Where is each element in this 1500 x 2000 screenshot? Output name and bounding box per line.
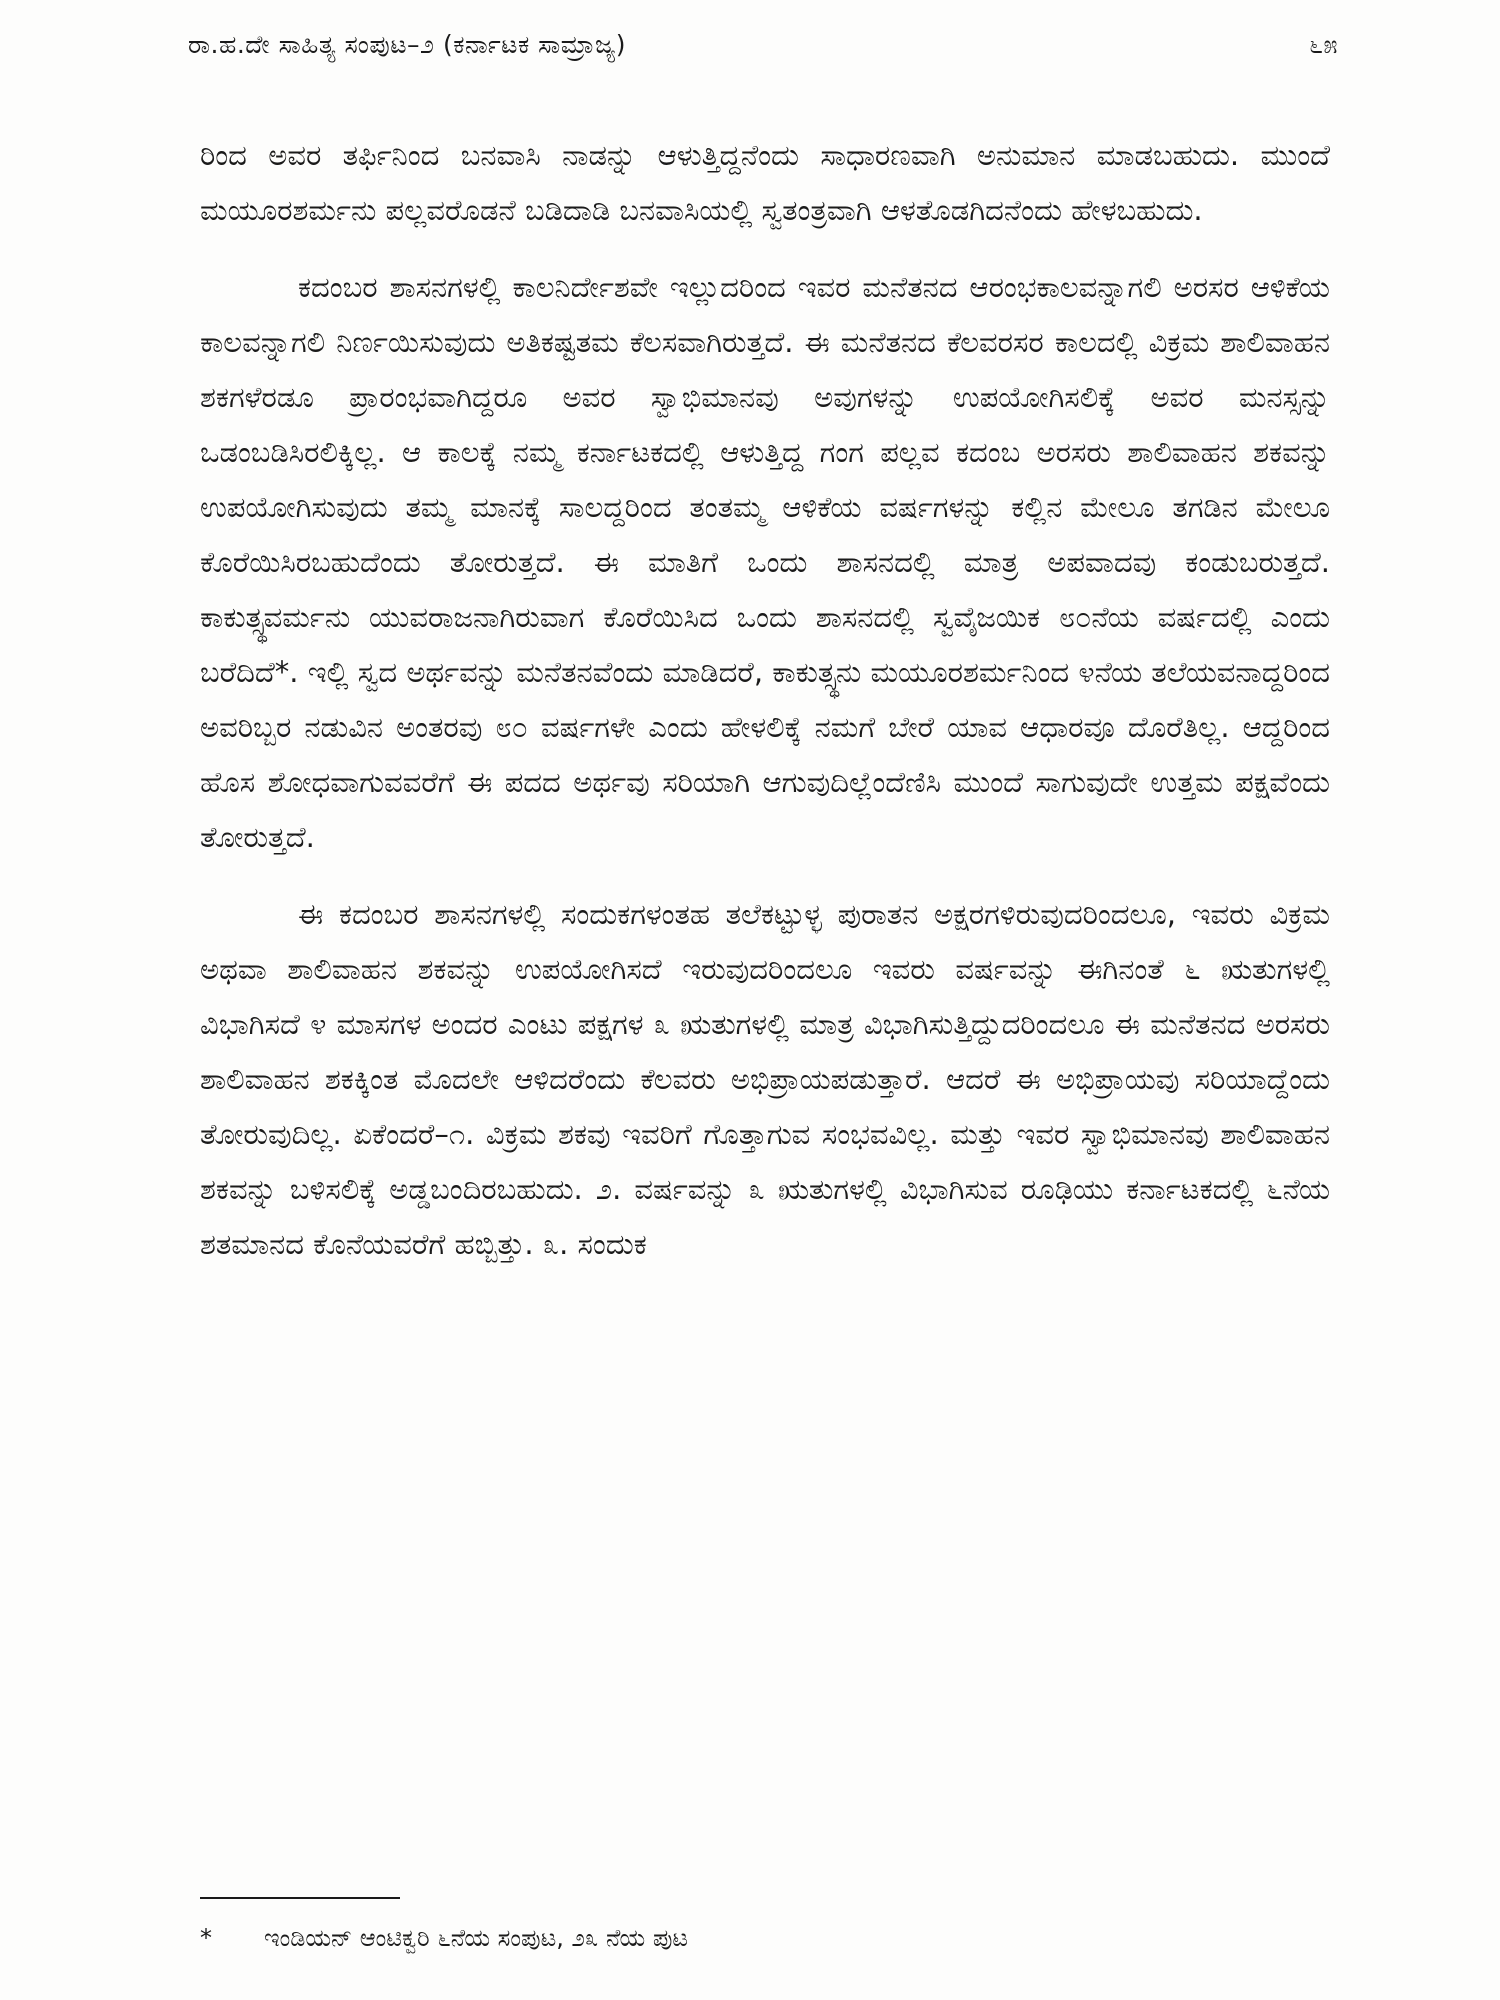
- paragraph-kadamba-script: ಈ ಕದಂಬರ ಶಾಸನಗಳಲ್ಲಿ ಸಂದುಕಗಳಂತಹ ತಲೆಕಟ್ಟುಳ್ಳ ಪುರಾತನ ಅಕ್ಷರಗಳಿರುವುದರಿಂದಲೂ, ಇವರು ವಿಕ್ರಮ ಅಥವಾ ಶಾಲಿವಾಹನ ಶಕವನ್ನು ಉಪಯೋಗಿಸದೆ ಇರುವುದರಿಂದಲೂ ಇವರು ವರ್ಷವನ್ನು ಈಗಿನಂತೆ ೬ ಋತುಗಳಲ್ಲಿ ವಿಭಾಗಿಸದೆ ೪ ಮಾಸಗಳ ಅಂದರ ಎಂಟು ಪಕ್ಷಗಳ ೩ ಋತುಗಳಲ್ಲಿ ಮಾತ್ರ ವಿಭಾಗಿಸುತ್ತಿದ್ದುದರಿಂದಲೂ ಈ ಮನೆತನದ ಅರಸರು ಶಾಲಿವಾಹನ ಶಕಕ್ಕಿಂತ ಮೊದಲೇ ಆಳಿದರೆಂದು ಕೆಲವರು ಅಭಿಪ್ರಾಯಪಡುತ್ತಾರೆ. ಆದರೆ ಈ ಅಭಿಪ್ರಾಯವು ಸರಿಯಾದ್ದೆಂದು ತೋರುವುದಿಲ್ಲ. ಏಕೆಂದರೆ–೧. ವಿಕ್ರಮ ಶಕವು ಇವರಿಗೆ ಗೊತ್ತಾಗುವ ಸಂಭವವಿಲ್ಲ. ಮತ್ತು ಇವರ ಸ್ವಾಭಿಮಾನವು ಶಾಲಿವಾಹನ ಶಕವನ್ನು ಬಳಿಸಲಿಕ್ಕೆ ಅಡ್ಡಬಂದಿರಬಹುದು. ೨. ವರ್ಷವನ್ನು ೩ ಋತುಗಳಲ್ಲಿ ವಿಭಾಗಿಸುವ ರೂಢಿಯು ಕರ್ನಾಟಕದಲ್ಲಿ ೬ನೆಯ ಶತಮಾನದ ಕೊನೆಯವರೆಗೆ ಹಬ್ಬಿತ್ತು. ೩. ಸಂದುಕ: [200, 897, 1330, 1261]
- footnote: [200, 1918, 1330, 1958]
- paragraph-kadamba-dating: ಕದಂಬರ ಶಾಸನಗಳಲ್ಲಿ ಕಾಲನಿರ್ದೇಶವೇ ಇಲ್ಲುದರಿಂದ ಇವರ ಮನೆತನದ ಆರಂಭಕಾಲವನ್ನಾಗಲಿ ಅರಸರ ಆಳಿಕೆಯ ಕಾಲವನ್ನಾಗಲಿ ನಿರ್ಣಯಿಸುವುದು ಅತಿಕಷ್ಟತಮ ಕೆಲಸವಾಗಿರುತ್ತದೆ. ಈ ಮನೆತನದ ಕೆಲವರಸರ ಕಾಲದಲ್ಲಿ ವಿಕ್ರಮ ಶಾಲಿವಾಹನ ಶಕಗಳೆರಡೂ ಪ್ರಾರಂಭವಾಗಿದ್ದರೂ ಅವರ ಸ್ವಾಭಿಮಾನವು ಅವುಗಳನ್ನು ಉಪಯೋಗಿಸಲಿಕ್ಕೆ ಅವರ ಮನಸ್ಸನ್ನು ಒಡಂಬಡಿಸಿರಲಿಕ್ಕಿಲ್ಲ. ಆ ಕಾಲಕ್ಕೆ ನಮ್ಮ ಕರ್ನಾಟಕದಲ್ಲಿ ಆಳುತ್ತಿದ್ದ ಗಂಗ ಪಲ್ಲವ ಕದಂಬ ಅರಸರು ಶಾಲಿವಾಹನ ಶಕವನ್ನು ಉಪಯೋಗಿಸುವುದು ತಮ್ಮ ಮಾನಕ್ಕೆ ಸಾಲದ್ದರಿಂದ ತಂತಮ್ಮ ಆಳಿಕೆಯ ವರ್ಷಗಳನ್ನು ಕಲ್ಲಿನ ಮೇಲೂ ತಗಡಿನ ಮೇಲೂ ಕೊರೆಯಿಸಿರಬಹುದೆಂದು ತೋರುತ್ತದೆ. ಈ ಮಾತಿಗೆ ಒಂದು ಶಾಸನದಲ್ಲಿ ಮಾತ್ರ ಅಪವಾದವು ಕಂಡುಬರುತ್ತದೆ. ಕಾಕುತ್ಸ್ಥವರ್ಮನು ಯುವರಾಜನಾಗಿರುವಾಗ ಕೊರೆಯಿಸಿದ ಒಂದು ಶಾಸನದಲ್ಲಿ ಸ್ವವೈಜಯಿಕ ೮೦ನೆಯ ವರ್ಷದಲ್ಲಿ ಎಂದು ಬರೆದಿದೆ*. ಇಲ್ಲಿ ಸ್ವದ ಅರ್ಥವನ್ನು ಮನೆತನವೆಂದು ಮಾಡಿದರೆ, ಕಾಕುತ್ಸ್ಥನು ಮಯೂರಶರ್ಮನಿಂದ ೪ನೆಯ ತಲೆಯವನಾದ್ದರಿಂದ ಅವರಿಬ್ಬರ ನಡುವಿನ ಅಂತರವು ೮೦ ವರ್ಷಗಳೇ ಎಂದು ಹೇಳಲಿಕ್ಕೆ ನಮಗೆ ಬೇರೆ ಯಾವ ಆಧಾರವೂ ದೊರೆತಿಲ್ಲ. ಆದ್ದರಿಂದ ಹೊಸ ಶೋಧವಾಗುವವರೆಗೆ ಈ ಪದದ ಅರ್ಥವು ಸರಿಯಾಗಿ ಆಗುವುದಿಲ್ಲೆಂದೆಣಿಸಿ ಮುಂದೆ ಸಾಗುವುದೇ ಉತ್ತಮ ಪಕ್ಷವೆಂದು ತೋರುತ್ತದೆ.: [200, 270, 1330, 854]
- running-header-title: ರಾ.ಹ.ದೇ ಸಾಹಿತ್ಯ ಸಂಪುಟ–೨ (ಕರ್ನಾಟಕ ಸಾಮ್ರಾಜ್ಯ): [188, 30, 626, 59]
- body-text: [200, 128, 1330, 1272]
- footnote-text: ಇಂಡಿಯನ್ ಆಂಟಿಕ್ವರಿ ೬ನೆಯ ಸಂಪುಟ, ೨೩ ನೆಯ ಪುಟ: [264, 1924, 689, 1952]
- running-header: [188, 30, 1338, 70]
- paragraph-continuation: ರಿಂದ ಅವರ ತರ್ಫಿನಿಂದ ಬನವಾಸಿ ನಾಡನ್ನು ಆಳುತ್ತಿದ್ದನೆಂದು ಸಾಧಾರಣವಾಗಿ ಅನುಮಾನ ಮಾಡಬಹುದು. ಮುಂದೆ ಮಯೂರಶರ್ಮನು ಪಲ್ಲವರೊಡನೆ ಬಡಿದಾಡಿ ಬನವಾಸಿಯಲ್ಲಿ ಸ್ವತಂತ್ರವಾಗಿ ಆಳತೊಡಗಿದನೆಂದು ಹೇಳಬಹುದು.: [200, 138, 1330, 227]
- footnote-marker: *: [200, 1924, 212, 1952]
- footnote-divider: [200, 1897, 400, 1899]
- page-number: ೬೫: [1308, 30, 1338, 59]
